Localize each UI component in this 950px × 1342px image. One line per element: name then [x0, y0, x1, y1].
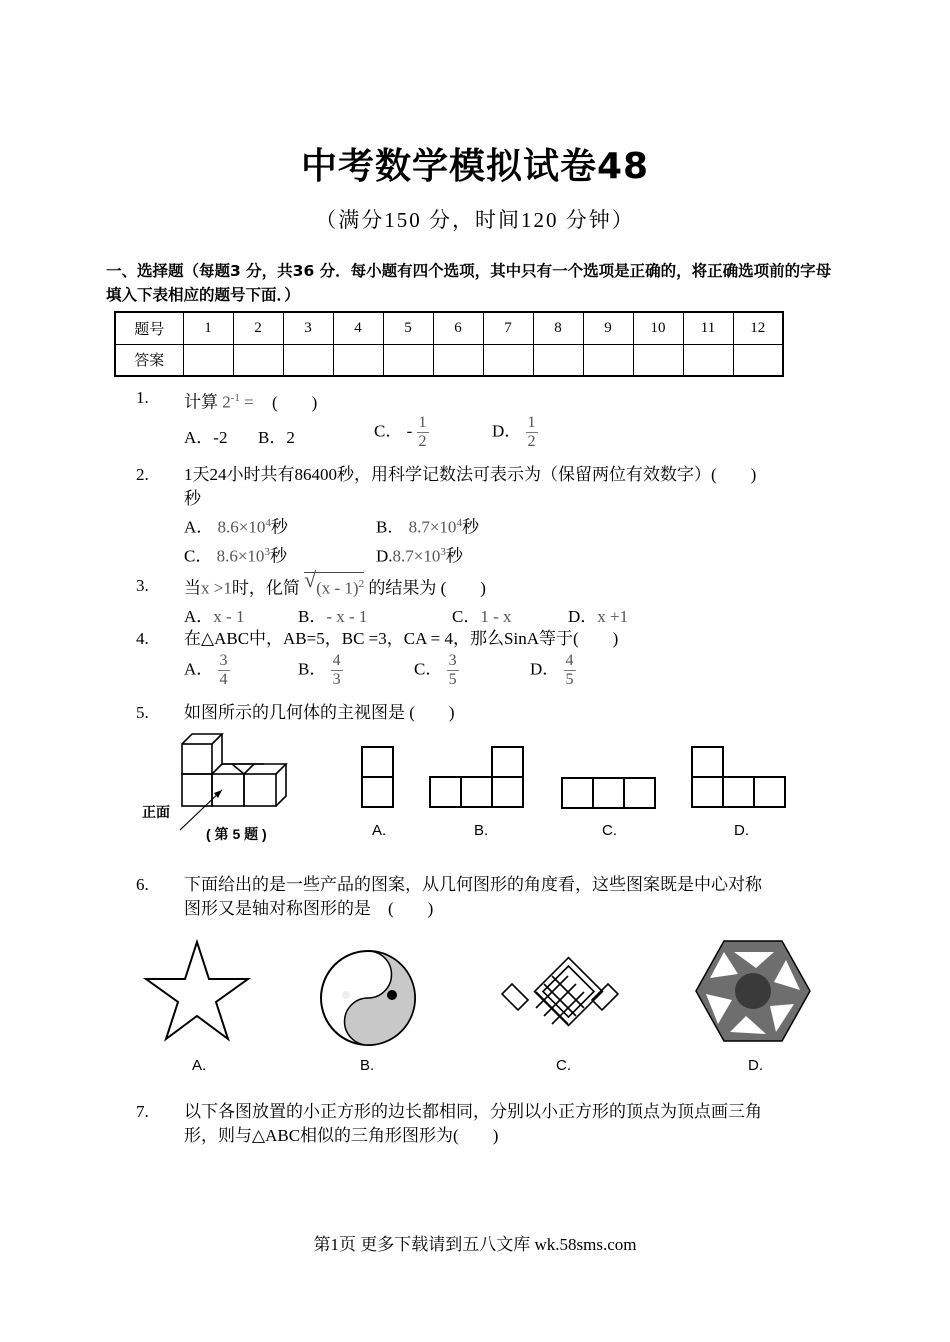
page-subtitle: （满分150 分，时间120 分钟）: [315, 208, 635, 232]
table-cell-number: 5: [383, 312, 433, 344]
option-label: B．: [298, 659, 327, 679]
q2-option-c: [184, 540, 287, 569]
q5-front-label: 正面: [142, 804, 170, 820]
table-cell-number: 10: [633, 312, 683, 344]
q1-option-c: [374, 414, 429, 451]
denominator: 2: [418, 433, 427, 450]
numerator: 4: [332, 652, 341, 669]
option-label: D．: [530, 659, 560, 679]
option-value: x - 1: [213, 607, 245, 626]
option-label: D.: [376, 546, 393, 566]
table-cell-number: 2: [233, 312, 283, 344]
denominator: 2: [527, 433, 536, 450]
option-label: A．: [184, 659, 214, 679]
q5-figure-caption: ( 第 5 题 ): [206, 826, 267, 842]
q4-option-c: [414, 652, 459, 689]
hexagon-aperture-icon: [694, 938, 812, 1044]
denominator: 5: [565, 671, 574, 688]
q5-option-c-label: C.: [602, 822, 617, 839]
question-number: 2.: [136, 465, 149, 484]
option-value: 8.6×10: [216, 546, 265, 566]
q2-option-b: [376, 511, 479, 540]
option-label: A．: [184, 517, 214, 537]
option-unit: 秒: [270, 517, 288, 537]
section-heading: 一、选择题（每题3 分，共36 分．每小题有四个选项，其中只有一个选项是正确的，将正确选项前的字母填入下表相应的题号下面．）: [106, 262, 832, 304]
q6-option-c-label: C.: [556, 1057, 571, 1074]
q1-base: 2: [222, 392, 231, 412]
q4-option-a: [184, 652, 230, 689]
sqrt-expression: [304, 567, 365, 600]
option-label: B．: [376, 517, 405, 537]
answer-cell[interactable]: [433, 344, 483, 376]
fraction: [564, 652, 576, 689]
q4-option-d: [530, 652, 576, 689]
option-exp: 4: [456, 517, 462, 529]
option-exp: 3: [264, 546, 270, 558]
option-exp: 4: [265, 517, 271, 529]
answer-cell[interactable]: [533, 344, 583, 376]
numerator: 3: [448, 652, 457, 669]
q1-paren: ( ): [272, 392, 318, 412]
option-value: 8.7×10: [392, 546, 441, 566]
table-cell-number: 9: [583, 312, 633, 344]
q3-option-d: [568, 605, 628, 629]
option-label: C．: [452, 607, 481, 626]
q2-option-a: [184, 511, 288, 540]
q3-expr-exp: 2: [358, 578, 365, 590]
answer-table: [114, 311, 784, 377]
option-label: C．: [184, 546, 213, 566]
option-value: 8.7×10: [408, 517, 457, 537]
q3-condition: x >1: [201, 578, 232, 598]
q1-eq: =: [244, 392, 254, 412]
option-unit: 秒: [445, 546, 463, 566]
answer-cell[interactable]: [683, 344, 733, 376]
option-label: D．: [568, 607, 598, 626]
q5-option-c-figure: [560, 776, 660, 810]
question-number: 5.: [136, 703, 149, 722]
page-title: 中考数学模拟试卷48: [300, 146, 650, 187]
question-number: 6.: [136, 875, 149, 894]
question-number: 1.: [136, 388, 149, 407]
q3-option-a: [184, 605, 244, 629]
star-icon: [144, 940, 250, 1042]
q1-option-b: B．2: [258, 428, 295, 447]
option-value: 8.6×10: [217, 517, 266, 537]
question-number: 3.: [136, 576, 149, 595]
option-label: B．: [298, 607, 327, 626]
table-cell-number: 8: [533, 312, 583, 344]
denominator: 3: [332, 671, 341, 688]
option-unit: 秒: [461, 517, 479, 537]
question-4-stem: 在△ABC中，AB=5，BC =3，CA = 4，那么SinA等于( ): [184, 629, 619, 648]
table-row-label: 题号: [115, 312, 183, 344]
q1-option-d: [492, 414, 538, 451]
q6-option-a-label: A.: [192, 1057, 207, 1074]
table-cell-number: 1: [183, 312, 233, 344]
option-value: - x - 1: [326, 607, 368, 626]
answer-cell[interactable]: [183, 344, 233, 376]
q6-option-d-label: D.: [748, 1057, 763, 1074]
q1-d-fraction: [526, 414, 538, 451]
question-number: 4.: [136, 629, 149, 648]
page-footer: 第1页 更多下载请到五八文库 wk.58sms.com: [313, 1235, 637, 1254]
answer-table-header-row: [115, 312, 783, 344]
sqrt-icon: √: [304, 567, 317, 592]
option-value: x +1: [597, 607, 629, 626]
q5-option-a-label: A.: [372, 822, 387, 839]
answer-cell[interactable]: [233, 344, 283, 376]
question-6-line2: 图形又是轴对称图形的是 ( ): [184, 899, 434, 918]
denominator: 4: [219, 671, 228, 688]
q5-option-b-figure: [428, 745, 528, 810]
question-number: 7.: [136, 1102, 149, 1121]
q1-c-fraction: [417, 414, 429, 451]
q5-option-a-figure: [360, 745, 396, 810]
fraction: [447, 652, 459, 689]
q6-option-b-label: B.: [360, 1057, 375, 1074]
q1-d-label: D．: [492, 421, 522, 441]
answer-table-answer-row: [115, 344, 783, 376]
q5-option-b-label: B.: [474, 822, 489, 839]
question-7-line1: 以下各图放置的小正方形的边长都相同，分别以小正方形的顶点为顶点画三角: [184, 1102, 762, 1121]
fraction: [218, 652, 230, 689]
q3-pre: 当: [184, 578, 201, 598]
q3-mid: 时，化简: [231, 578, 300, 598]
q1-c-label: C．: [374, 421, 403, 441]
table-cell-number: 7: [483, 312, 533, 344]
answer-cell[interactable]: [483, 344, 533, 376]
answer-cell[interactable]: [283, 344, 333, 376]
endless-knot-icon: [498, 950, 622, 1050]
option-value: 1 - x: [480, 607, 512, 626]
q1-text: 计算: [184, 392, 218, 412]
numerator: 1: [527, 414, 536, 431]
answer-cell[interactable]: [633, 344, 683, 376]
q3-option-b: [298, 605, 367, 629]
option-exp: 3: [440, 546, 446, 558]
option-label: C．: [414, 659, 443, 679]
q3-post: 的结果为 ( ): [368, 578, 486, 598]
question-1-stem: [184, 386, 317, 415]
question-3-stem: [184, 567, 486, 601]
q3-option-c: [452, 605, 512, 629]
q1-c-sign: -: [406, 421, 413, 441]
numerator: 3: [219, 652, 228, 669]
table-cell-number: 6: [433, 312, 483, 344]
table-cell-number: 11: [683, 312, 733, 344]
question-2-line2: 秒: [184, 489, 201, 508]
question-2-line1: 1天24小时共有86400秒，用科学记数法可表示为（保留两位有效数字）( ): [184, 465, 757, 484]
q2-option-d: [376, 540, 463, 569]
fraction: [331, 652, 343, 689]
q5-option-d-label: D.: [734, 822, 749, 839]
q1-exp: -1: [230, 392, 240, 404]
denominator: 5: [448, 671, 457, 688]
answer-cell[interactable]: [333, 344, 383, 376]
q1-option-a: A．-2: [184, 428, 228, 447]
question-7-line2: 形，则与△ABC相似的三角形图形为( ): [184, 1126, 499, 1145]
numerator: 4: [565, 652, 574, 669]
q5-option-d-figure: [690, 745, 790, 810]
table-cell-number: 4: [333, 312, 383, 344]
table-cell-number: 3: [283, 312, 333, 344]
answer-cell[interactable]: [383, 344, 433, 376]
answer-cell[interactable]: [733, 344, 783, 376]
question-5-stem: 如图所示的几何体的主视图是 ( ): [184, 703, 455, 722]
numerator: 1: [418, 414, 427, 431]
answer-cell[interactable]: [583, 344, 633, 376]
question-6-line1: 下面给出的是一些产品的图案，从几何图形的角度看，这些图案既是中心对称: [184, 875, 762, 894]
q4-option-b: [298, 652, 343, 689]
option-label: A．: [184, 607, 214, 626]
table-row-label: 答案: [115, 344, 183, 376]
option-unit: 秒: [269, 546, 287, 566]
yin-yang-icon: [318, 948, 418, 1048]
q3-expr: (x - 1): [316, 578, 359, 598]
table-cell-number: 12: [733, 312, 783, 344]
